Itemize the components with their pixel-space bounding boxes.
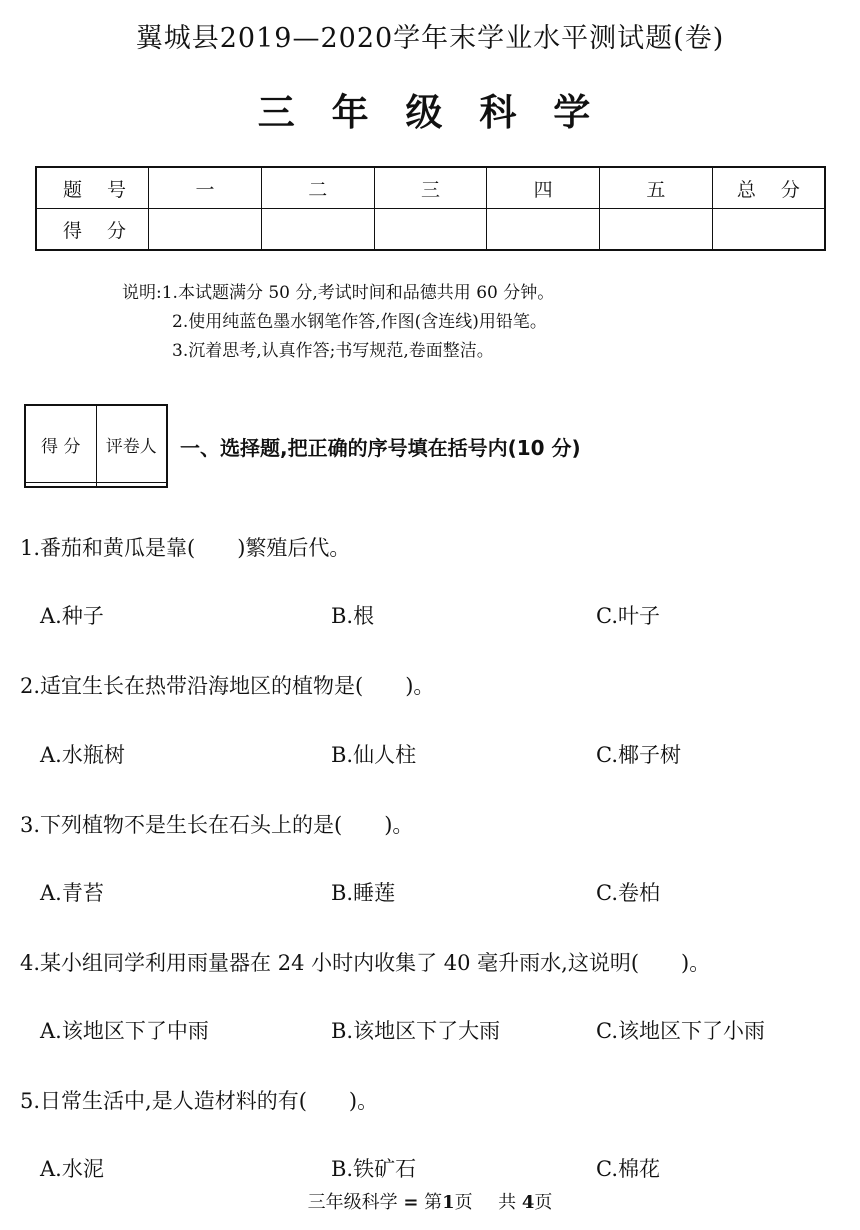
question-5-option-c: C.棉花 [596, 1157, 660, 1181]
question-2: 2.适宜生长在热带沿海地区的植物是( )。 [20, 674, 435, 698]
footer-total-unit: 页 [534, 1192, 553, 1213]
score-table-header-row [36, 167, 825, 209]
footer-subject: 三年级科学 [307, 1192, 398, 1213]
grader-score-label: 得 分 [25, 405, 96, 483]
grader-box [24, 404, 168, 488]
note-3: 3.沉着思考,认真作答;书写规范,卷面整洁。 [172, 341, 494, 361]
score-table-col-3: 三 [374, 167, 487, 209]
question-3-option-c: C.卷柏 [596, 881, 660, 905]
grader-name-label: 评卷人 [96, 405, 167, 483]
question-2-option-b: B.仙人柱 [331, 743, 417, 767]
note-2: 2.使用纯蓝色墨水钢笔作答,作图(含连线)用铅笔。 [172, 312, 547, 332]
score-cell-1 [149, 209, 262, 251]
footer-total-pages: 4 [521, 1192, 535, 1213]
question-1-option-a: A.种子 [40, 604, 104, 628]
score-table-col-5: 五 [600, 167, 713, 209]
question-5-option-a: A.水泥 [40, 1157, 104, 1181]
grader-score-cell [25, 483, 96, 487]
question-1: 1.番茄和黄瓜是靠( )繁殖后代。 [20, 536, 351, 560]
footer-separator: = [403, 1192, 419, 1213]
question-4-option-b: B.该地区下了大雨 [331, 1019, 501, 1043]
score-table-col-2: 二 [261, 167, 374, 209]
page-footer [0, 1188, 860, 1214]
score-table-score-row [36, 209, 825, 251]
question-1-option-c: C.叶子 [596, 604, 660, 628]
question-3-option-b: B.睡莲 [331, 881, 396, 905]
question-4-option-c: C.该地区下了小雨 [596, 1019, 765, 1043]
score-cell-3 [374, 209, 487, 251]
score-table [35, 166, 826, 251]
score-table-col-total: 总 分 [712, 167, 825, 209]
question-1-option-b: B.根 [331, 604, 375, 628]
question-2-option-c: C.椰子树 [596, 743, 681, 767]
footer-total-label: 共 [498, 1192, 517, 1213]
footer-page-label: 第 [424, 1192, 443, 1213]
score-table-label-score: 得 分 [36, 209, 149, 251]
score-table-col-1: 一 [149, 167, 262, 209]
score-cell-total [712, 209, 825, 251]
note-1: 说明:1.本试题满分 50 分,考试时间和品德共用 60 分钟。 [122, 283, 555, 303]
score-cell-2 [261, 209, 374, 251]
footer-page-unit: 页 [454, 1192, 473, 1213]
question-5: 5.日常生活中,是人造材料的有( )。 [20, 1089, 379, 1113]
question-2-option-a: A.水瓶树 [40, 743, 125, 767]
score-table-label-question: 题 号 [36, 167, 149, 209]
score-cell-4 [487, 209, 600, 251]
footer-page-number: 1 [442, 1192, 455, 1213]
question-4: 4.某小组同学利用雨量器在 24 小时内收集了 40 毫升雨水,这说明( )。 [20, 951, 711, 975]
exam-title: 翼城县2019—2020学年末学业水平测试题(卷) [135, 23, 725, 54]
question-3: 3.下列植物不是生长在石头上的是( )。 [20, 813, 414, 837]
subject-title: 三 年 级 科 学 [257, 91, 603, 134]
section-1-title: 一、选择题,把正确的序号填在括号内(10 分) [180, 436, 581, 460]
question-3-option-a: A.青苔 [40, 881, 104, 905]
question-5-option-b: B.铁矿石 [331, 1157, 417, 1181]
score-table-col-4: 四 [487, 167, 600, 209]
score-cell-5 [600, 209, 713, 251]
question-4-option-a: A.该地区下了中雨 [40, 1019, 209, 1043]
grader-name-cell [96, 483, 167, 487]
